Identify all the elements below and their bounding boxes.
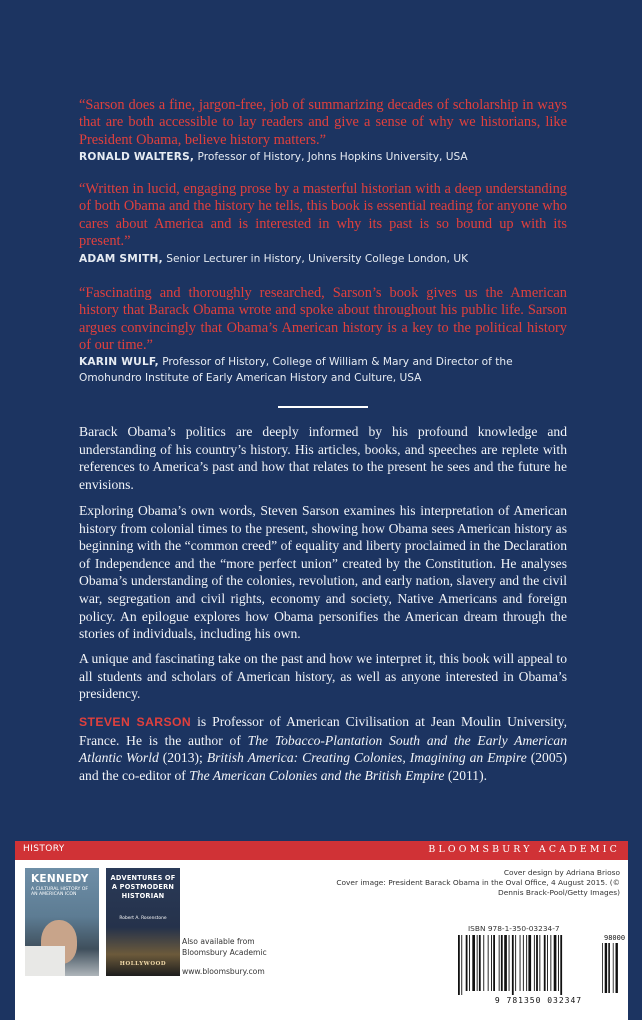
- barcode-addon-bar: [616, 943, 618, 993]
- barcode-addon-bar: [605, 943, 607, 993]
- barcode-bar: [560, 935, 562, 995]
- review-attribution-2: [79, 251, 579, 267]
- reviewer-role: Senior Lecturer in History, University College London, UK: [162, 253, 469, 265]
- related-book-title: ADVENTURES OF A POSTMODERN HISTORIAN: [110, 874, 176, 900]
- related-book-subtitle: A CULTURAL HISTORY OF AN AMERICAN ICON: [31, 887, 89, 898]
- barcode-bar: [512, 935, 514, 995]
- barcode-addon-bar: [602, 943, 603, 993]
- review-quote-3: “Fascinating and thoroughly researched, Sarson’s book gives us the American history that Barack Obama wrote and spoke about throughout his public life. Sarson argues convincingly that Obama’s American history is a key to the political history of our time.”: [79, 285, 567, 354]
- barcode-bar: [491, 935, 492, 991]
- category-label: HISTORY: [23, 844, 65, 854]
- publisher-name: BLOOMSBURY ACADEMIC: [428, 844, 620, 855]
- cover-credits: [320, 868, 620, 898]
- image-credit: Cover image: President Barack Obama in the Oval Office, 4 August 2015. (© Dennis Brack-Pool/Getty Images): [336, 878, 620, 897]
- review-quote-1: “Sarson does a fine, jargon-free, job of summarizing decades of scholarship in ways that are both accessible to lay readers and give a sense of why we historians, like President Obama, believe history matters.”: [79, 97, 567, 148]
- barcode-bar: [509, 935, 510, 991]
- barcode-graphic: [456, 933, 626, 995]
- barcode-addon-bar: [613, 943, 614, 993]
- section-divider: [278, 406, 368, 408]
- book-title: The Tobacco-Plantation South and the Early American Atlantic World: [79, 732, 567, 766]
- barcode-bar: [461, 935, 462, 995]
- barcode-bar: [534, 935, 535, 991]
- review-attribution-3: [79, 354, 569, 386]
- isbn-label: ISBN 978-1-350-03234-7: [468, 924, 560, 933]
- barcode-bar: [539, 935, 540, 991]
- barcode-bar: [488, 935, 489, 991]
- newspaper-image: [25, 946, 65, 976]
- barcode-bar: [554, 935, 557, 991]
- reviewer-role: Professor of History, Johns Hopkins University, USA: [194, 151, 468, 163]
- reviewer-name: ADAM SMITH,: [79, 253, 163, 265]
- barcode-bar: [479, 935, 481, 991]
- reviewer-name: RONALD WALTERS,: [79, 151, 195, 163]
- related-book-hollywood: HOLLYWOOD: [119, 961, 167, 967]
- barcode-bar: [493, 935, 495, 991]
- barcode-bar: [523, 935, 524, 991]
- barcode-bar: [504, 935, 507, 991]
- barcode-bar: [515, 935, 516, 991]
- reviewer-name: KARIN WULF,: [79, 356, 159, 368]
- bio-text: is Professor of American Civilisation at Jean Moulin University, France. He is the author of: [79, 714, 567, 748]
- barcode-bar: [499, 935, 500, 991]
- barcode-bar: [526, 935, 527, 991]
- barcode-bar: [458, 935, 460, 995]
- book-title: British America: Creating Colonies, Imagining an Empire: [206, 750, 527, 766]
- review-attribution-1: [79, 149, 579, 165]
- category-bar: [15, 841, 628, 860]
- barcode-bar: [547, 935, 548, 991]
- bio-text: (2011).: [444, 767, 488, 783]
- related-book-kennedy-cover[interactable]: [25, 868, 99, 976]
- related-book-author: Robert A. Rosenstone: [119, 916, 167, 921]
- bio-text: (2005) and the co-editor of: [79, 750, 567, 783]
- barcode-bar: [544, 935, 546, 991]
- also-available-text: Also available from Bloomsbury Academic: [182, 937, 267, 957]
- design-credit: Cover design by Adriana Brioso: [503, 868, 620, 877]
- author-bio: [79, 713, 567, 784]
- barcode-bar: [558, 935, 559, 991]
- related-book-title: KENNEDY: [31, 873, 89, 885]
- barcode-bar: [466, 935, 468, 991]
- barcode-bar: [520, 935, 521, 991]
- barcode-price: 98000: [604, 934, 626, 942]
- barcode-bar: [472, 935, 475, 991]
- related-book-postmodern-cover[interactable]: [106, 868, 180, 976]
- bio-text: (2013);: [158, 750, 207, 766]
- website-link[interactable]: www.bloomsbury.com: [182, 967, 265, 976]
- barcode-bar: [536, 935, 538, 991]
- book-title: The American Colonies and the British Empire: [189, 767, 445, 783]
- description-paragraph-2: Exploring Obama’s own words, Steven Sarson examines his interpretation of American history from colonial times to the present, showing how Obama sees American history as beginning with the “common creed” of equality and liberty proclaimed in the Declaration of Independence and the “more perfect union” created by the Constitution. He analyses Obama’s understanding of the colonies, revolution, and early nation, slavery and the civil war, segregation and civil rights, economy and society, Native Americans and foreign policy. An epilogue explores how Obama personifies the American dream through the stories of individuals, including his own.: [79, 503, 567, 642]
- author-name: STEVEN SARSON: [79, 715, 192, 729]
- barcode-number: 9 781350 032347: [494, 996, 583, 1005]
- barcode-bar: [483, 935, 484, 991]
- barcode-bar: [528, 935, 531, 991]
- footer-band: [15, 841, 628, 1020]
- reviewer-role: Professor of History, College of William & Mary and Director of the Omohundro Institute of Early American History and Culture, USA: [79, 356, 513, 384]
- description-paragraph-1: Barack Obama’s politics are deeply informed by his profound knowledge and understanding of his country’s history. His articles, books, and speeches are replete with references to America’s past and how that relates to the present he sees and the future he envisions.: [79, 424, 567, 492]
- review-quote-2: “Written in lucid, engaging prose by a masterful historian with a deep understanding of both Obama and the history he tells, this book is essential reading for anyone who cares about America and is interested in why its past is so bound up with its present.”: [79, 181, 567, 250]
- barcode-bar: [550, 935, 551, 991]
- description-paragraph-3: A unique and fascinating take on the past and how we interpret it, this book will appeal to all students and scholars of American history, as well as anyone interested in Obama’s presidency.: [79, 651, 567, 702]
- barcode-bar: [477, 935, 478, 991]
- barcode-bar: [469, 935, 470, 991]
- barcode-addon-bar: [608, 943, 610, 993]
- barcode-bar: [501, 935, 503, 991]
